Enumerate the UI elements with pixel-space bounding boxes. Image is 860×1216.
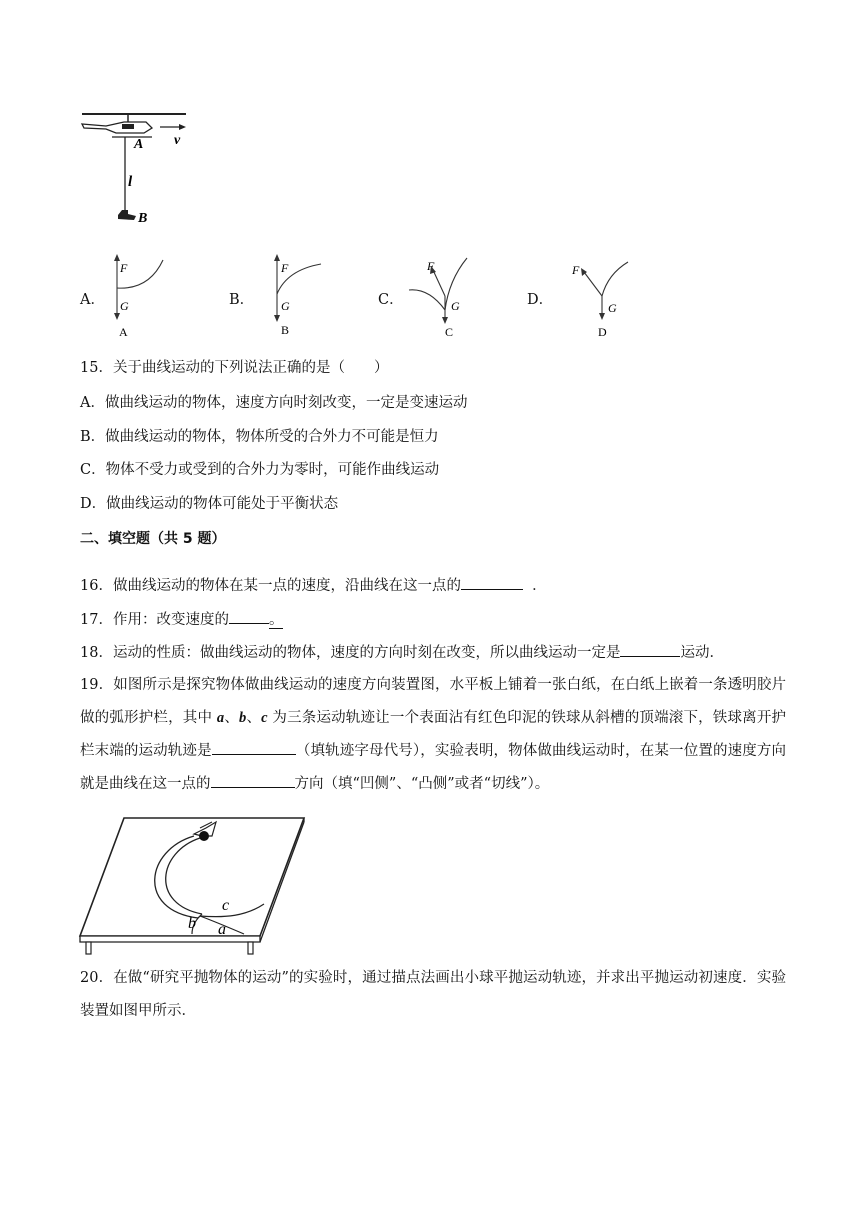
helicopter-label-v: v xyxy=(174,133,181,148)
q14-C-F: F xyxy=(427,259,435,273)
q14-A-caption: A xyxy=(119,325,128,339)
q14-diagram-A xyxy=(105,250,175,342)
q19-sep1: 、 xyxy=(224,710,240,726)
q14-diagram-B xyxy=(265,252,335,342)
q15-option-C: C．物体不受力或受到的合外力为零时，可能作曲线运动 xyxy=(80,462,440,478)
q19-part2: 为三条运动轨迹让一个表面沾有红色印泥的铁球从斜槽的顶端滚下，铁球离开护栏末端的运动轨迹是 xyxy=(80,710,787,759)
q14-option-C-label: C． xyxy=(378,292,404,308)
q14-option-A-label: A． xyxy=(80,292,105,308)
q14-D-F: F xyxy=(572,263,580,277)
q14-A-F: F xyxy=(120,261,128,275)
q14-C-caption: C xyxy=(445,325,454,339)
q14-B-G: G xyxy=(281,299,290,313)
q18-end: 运动． xyxy=(680,645,724,661)
q14-B-caption: B xyxy=(281,323,290,337)
q14-D-G: G xyxy=(608,301,617,315)
q14-option-D-label: D． xyxy=(527,292,554,308)
q19-a: a xyxy=(216,710,225,726)
q18 xyxy=(80,642,724,663)
q19-part4: 方向（填“凹侧”、“凸侧”或者“切线”）。 xyxy=(294,776,550,792)
q19-blank-2[interactable] xyxy=(211,773,295,788)
track-label-c: c xyxy=(222,897,230,914)
track-label-a: a xyxy=(218,921,226,938)
helicopter-label-A: A xyxy=(134,137,144,152)
helicopter-figure xyxy=(76,110,196,230)
q14-C-G: G xyxy=(451,299,460,313)
q19-part1: 19．如图所示是探究物体做曲线运动的速度方向装置图，水平板上铺着一张白纸，在白纸上嵌着一条透明胶片做的弧形护栏，其中 xyxy=(80,677,786,726)
q17-blank[interactable] xyxy=(229,609,269,624)
q15-option-A: A．做曲线运动的物体，速度方向时刻改变，一定是变速运动 xyxy=(80,395,468,411)
q14-option-B-label: B． xyxy=(229,292,255,308)
q17-end: 。 xyxy=(268,612,284,628)
track-figure xyxy=(76,800,312,960)
q16 xyxy=(80,575,547,596)
q14-diagram-D xyxy=(558,250,638,342)
q15-option-D: D．做曲线运动的物体可能处于平衡状态 xyxy=(80,496,339,512)
q14-B-F: F xyxy=(281,261,289,275)
q15-stem: 15．关于曲线运动的下列说法正确的是（ ） xyxy=(80,360,389,376)
q16-text: 16．做曲线运动的物体在某一点的速度，沿曲线在这一点的 xyxy=(80,578,461,594)
q15-option-B: B．做曲线运动的物体，物体所受的合外力不可能是恒力 xyxy=(80,429,439,445)
q18-blank[interactable] xyxy=(620,642,680,657)
track-label-b: b xyxy=(188,915,196,932)
q16-end: ． xyxy=(532,578,547,594)
q17-text: 17．作用：改变速度的 xyxy=(80,612,229,628)
helicopter-label-B: B xyxy=(138,211,148,226)
q20: 20．在做“研究平抛物体的运动”的实验时，通过描点法画出小球平抛运动轨迹，并求出平抛运动初速度．实验装置如图甲所示． xyxy=(80,970,786,1019)
q19-sep2: 、 xyxy=(246,710,262,726)
q14-D-caption: D xyxy=(598,325,607,339)
q19 xyxy=(80,669,786,801)
q19-b: b xyxy=(239,710,247,726)
q18-text: 18．运动的性质：做曲线运动的物体，速度的方向时刻在改变，所以曲线运动一定是 xyxy=(80,645,621,661)
q19-part3: （填轨迹字母代号），实验表明，物体做曲线运动时，在某一位置的速度方向就是曲线在这一点的 xyxy=(80,743,786,792)
q17 xyxy=(80,609,283,630)
section-title: 二、填空题（共 5 题） xyxy=(80,531,226,547)
q14-diagram-C xyxy=(405,250,475,342)
q14-A-G: G xyxy=(120,299,129,313)
q19-blank-1[interactable] xyxy=(212,740,296,755)
helicopter-label-l: l xyxy=(128,174,133,190)
q16-blank[interactable] xyxy=(461,575,523,590)
q19-c: c xyxy=(261,710,268,726)
